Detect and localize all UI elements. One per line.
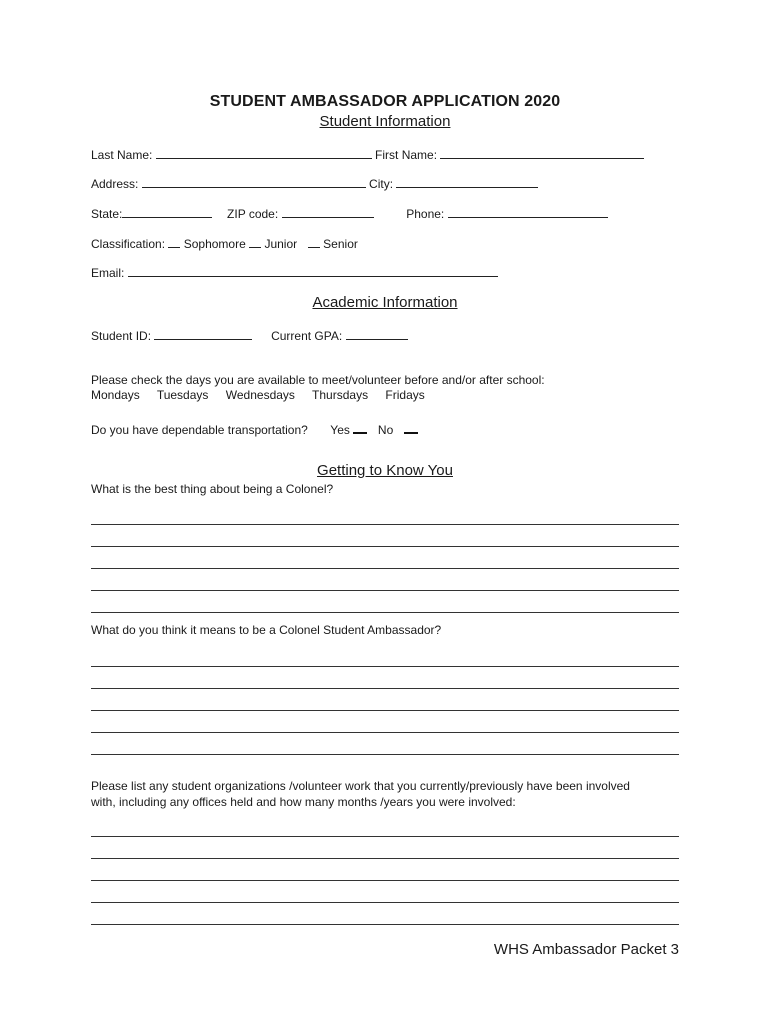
junior-checkbox[interactable] [249,236,261,248]
answer-line[interactable] [91,836,679,837]
question-2: What do you think it means to be a Colonel Student Ambassador? [91,623,442,637]
email-label: Email: [91,266,125,280]
answer-line[interactable] [91,924,679,925]
option-junior: Junior [264,237,298,251]
yes-checkbox[interactable] [353,418,367,434]
last-name-label: Last Name: [91,148,153,162]
state-row [91,206,608,221]
classification-row [91,236,358,251]
answer-line[interactable] [91,754,679,755]
first-name-field[interactable] [440,147,644,159]
academic-row [91,328,408,343]
option-sophomore: Sophomore [183,237,246,251]
answer-line[interactable] [91,688,679,689]
availability-prompt: Please check the days you are available to meet/volunteer before and/or after school: [91,373,545,387]
student-id-field[interactable] [154,328,252,340]
section-getting-to-know-you: Getting to Know You [317,462,453,479]
answer-line[interactable] [91,666,679,667]
sophomore-checkbox[interactable] [168,236,180,248]
answer-line[interactable] [91,902,679,903]
question-3-line-1: Please list any student organizations /volunteer work that you currently/previously have been involved [91,779,630,793]
transportation-row [91,418,418,437]
state-label: State: [91,207,123,221]
gpa-label: Current GPA: [271,329,343,343]
address-row [91,176,538,191]
answer-line[interactable] [91,590,679,591]
classification-label: Classification: [91,237,166,251]
address-label: Address: [91,177,139,191]
senior-checkbox[interactable] [308,236,320,248]
day-mondays[interactable]: Mondays [91,388,140,402]
answer-line[interactable] [91,732,679,733]
day-fridays[interactable]: Fridays [385,388,425,402]
day-thursdays[interactable]: Thursdays [312,388,369,402]
gpa-field[interactable] [346,328,408,340]
first-name-label: First Name: [375,148,438,162]
answer-line[interactable] [91,546,679,547]
address-field[interactable] [142,176,366,188]
option-senior: Senior [323,237,358,251]
question-1: What is the best thing about being a Colonel? [91,482,334,496]
state-field[interactable] [122,206,212,218]
zip-field[interactable] [282,206,374,218]
no-checkbox[interactable] [404,418,418,434]
city-field[interactable] [396,176,538,188]
answer-line[interactable] [91,710,679,711]
email-row [91,265,498,280]
city-label: City: [369,177,394,191]
page-footer: WHS Ambassador Packet 3 [493,941,679,958]
day-tuesdays[interactable]: Tuesdays [156,388,209,402]
answer-line[interactable] [91,880,679,881]
answer-line[interactable] [91,524,679,525]
student-id-label: Student ID: [91,329,152,343]
zip-label: ZIP code: [227,207,279,221]
section-student-information: Student Information [319,113,451,130]
phone-label: Phone: [406,207,445,221]
section-academic-information: Academic Information [312,294,458,311]
yes-label: Yes [330,423,350,437]
last-name-field[interactable] [156,147,372,159]
transportation-question: Do you have dependable transportation? [91,423,308,437]
answer-line[interactable] [91,612,679,613]
email-field[interactable] [128,265,498,277]
answer-line[interactable] [91,858,679,859]
availability-days [91,388,439,402]
form-title: STUDENT AMBASSADOR APPLICATION 2020 [209,93,561,110]
phone-field[interactable] [448,206,608,218]
question-3-line-2: with, including any offices held and how many months /years you were involved: [91,795,516,809]
no-label: No [377,423,394,437]
answer-line[interactable] [91,568,679,569]
name-row [91,147,644,162]
day-wednesdays[interactable]: Wednesdays [225,388,295,402]
